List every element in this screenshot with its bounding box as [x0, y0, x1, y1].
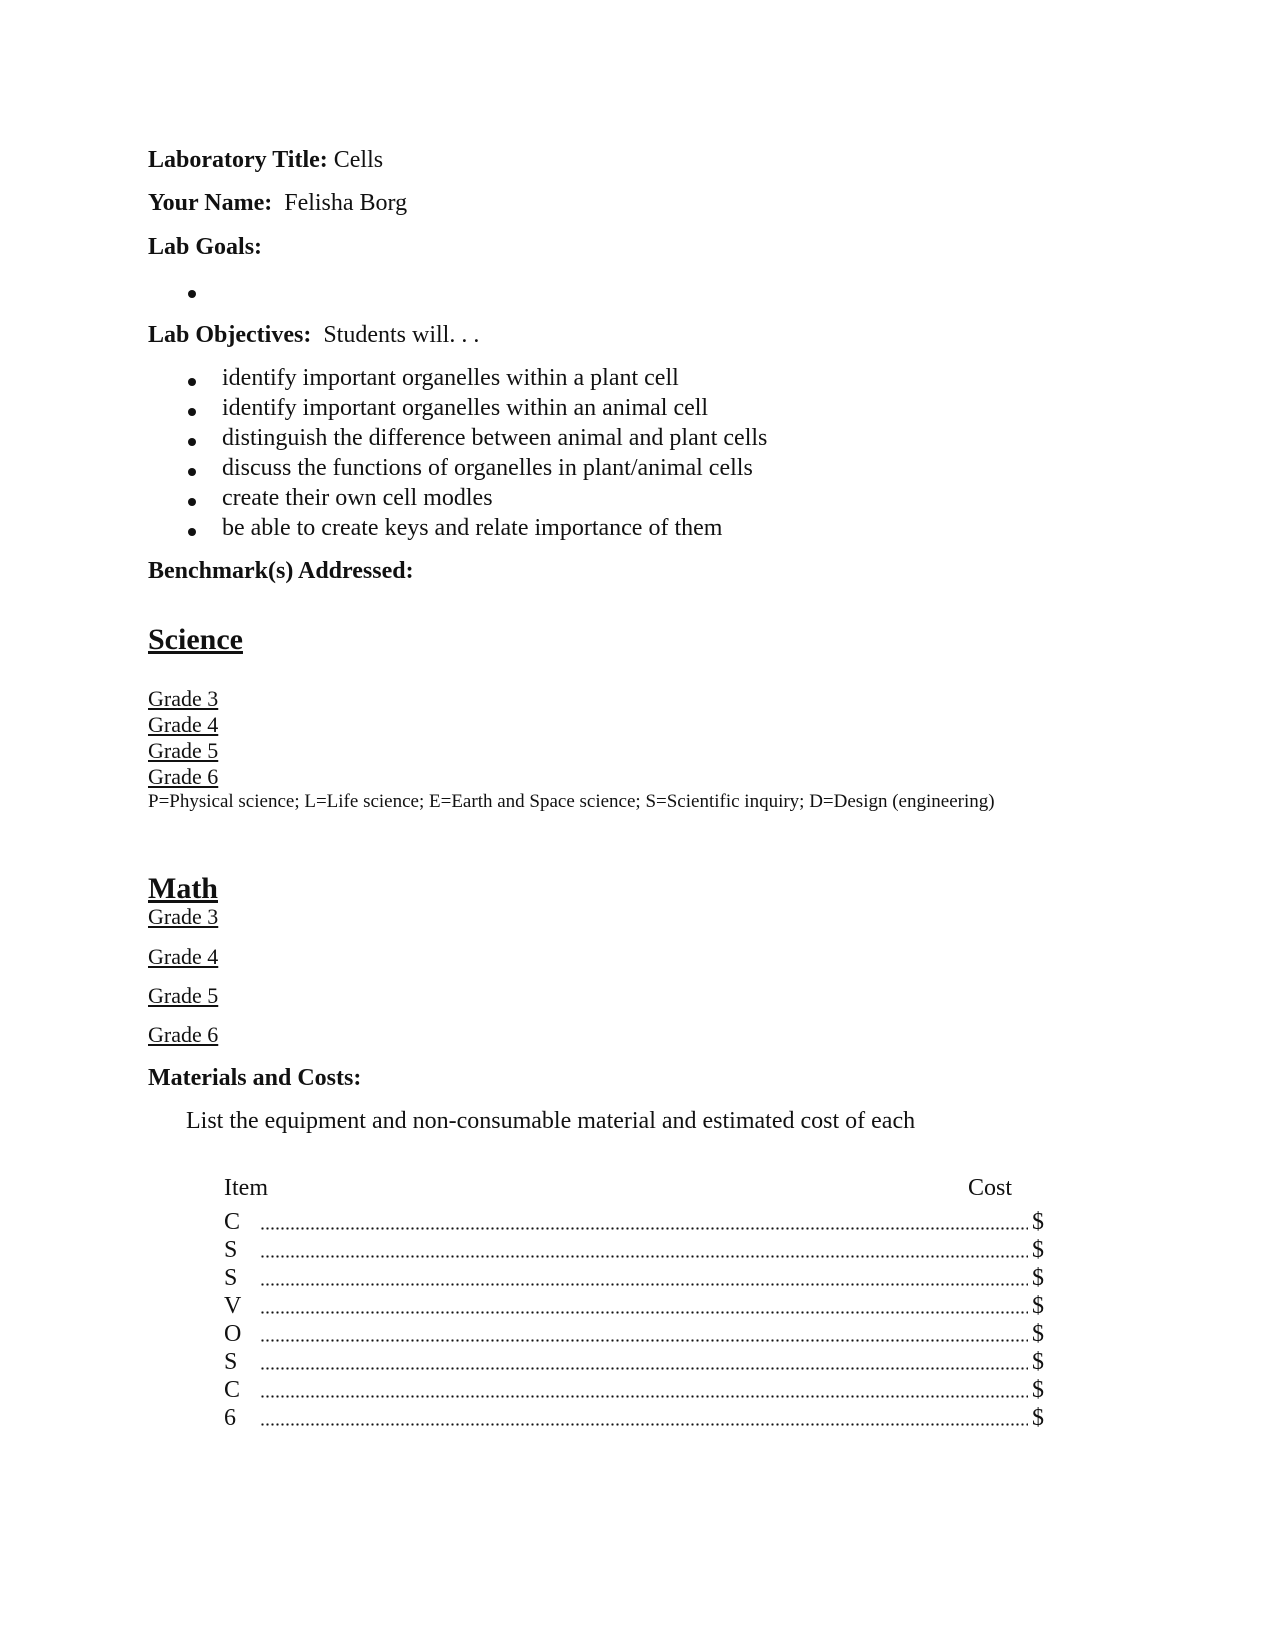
material-item: V [224, 1293, 242, 1319]
name-value: Felisha Borg [284, 190, 408, 216]
benchmarks-label: Benchmark(s) Addressed: [148, 558, 414, 584]
material-item: 6 [224, 1405, 236, 1431]
materials-label: Materials and Costs: [148, 1065, 362, 1091]
dot-leader [260, 1423, 1028, 1426]
objective-item: identify important organelles within an animal cell [222, 395, 709, 421]
lab-title-label: Laboratory Title: [148, 147, 328, 173]
objective-item: be able to create keys and relate importance of them [222, 515, 723, 541]
cost-symbol: $ [1032, 1349, 1044, 1375]
material-item: O [224, 1321, 242, 1347]
cost-symbol: $ [1032, 1377, 1044, 1403]
dot-leader [260, 1367, 1028, 1370]
math-grade-4-link[interactable]: Grade 4 [148, 944, 219, 969]
objective-item: create their own cell modles [222, 485, 493, 511]
material-item: S [224, 1349, 238, 1375]
material-item: C [224, 1209, 241, 1235]
bullet-dot [188, 528, 196, 536]
materials-instruction: List the equipment and non-consumable material and estimated cost of each [186, 1108, 916, 1134]
bullet-dot [188, 498, 196, 506]
science-grade-5-link[interactable]: Grade 5 [148, 738, 219, 763]
objective-item: discuss the functions of organelles in plant/animal cells [222, 455, 753, 481]
bullet-dot [188, 408, 196, 416]
lab-objectives-label: Lab Objectives: [148, 322, 312, 348]
math-grade-3-link[interactable]: Grade 3 [148, 904, 219, 929]
bullet-dot [188, 438, 196, 446]
science-heading: Science [148, 623, 243, 656]
material-row [224, 1348, 1044, 1376]
material-row [224, 1292, 1044, 1320]
material-row [224, 1208, 1044, 1236]
lab-goals-label: Lab Goals: [148, 234, 263, 260]
cost-symbol: $ [1032, 1265, 1044, 1291]
material-item: S [224, 1237, 238, 1263]
math-grade-6-link[interactable]: Grade 6 [148, 1022, 219, 1047]
cost-symbol: $ [1032, 1293, 1044, 1319]
lab-title-value: Cells [333, 147, 384, 173]
bullet-dot [188, 378, 196, 386]
item-column-header: Item [224, 1175, 268, 1201]
science-key-legend: P=Physical science; L=Life science; E=Earth and Space science; S=Scientific inquiry; D=Design (engineering) [148, 791, 995, 812]
science-grade-4-link[interactable]: Grade 4 [148, 712, 219, 737]
lab-objectives-line [148, 321, 479, 349]
material-row [224, 1264, 1044, 1292]
material-item: C [224, 1377, 241, 1403]
dot-leader [260, 1339, 1028, 1342]
cost-symbol: $ [1032, 1321, 1044, 1347]
material-row [224, 1236, 1044, 1264]
dot-leader [260, 1395, 1028, 1398]
objective-item: identify important organelles within a plant cell [222, 365, 679, 391]
cost-symbol: $ [1032, 1405, 1044, 1431]
dot-leader [260, 1311, 1028, 1314]
material-row [224, 1320, 1044, 1348]
bullet-dot [188, 468, 196, 476]
lab-title-line [148, 146, 383, 174]
dot-leader [260, 1283, 1028, 1286]
material-row [224, 1376, 1044, 1404]
lab-objectives-intro: Students will. . . [323, 322, 480, 348]
dot-leader [260, 1255, 1028, 1258]
empty-goal-bullet [188, 290, 196, 298]
cost-column-header: Cost [968, 1175, 1013, 1201]
cost-symbol: $ [1032, 1237, 1044, 1263]
science-grade-3-link[interactable]: Grade 3 [148, 686, 219, 711]
dot-leader [260, 1227, 1028, 1230]
objective-item: distinguish the difference between animal and plant cells [222, 425, 768, 451]
name-label: Your Name: [148, 190, 273, 216]
name-line [148, 189, 407, 217]
math-heading: Math [148, 872, 218, 905]
material-row [224, 1404, 1044, 1432]
cost-symbol: $ [1032, 1209, 1044, 1235]
math-grade-5-link[interactable]: Grade 5 [148, 983, 219, 1008]
science-grade-6-link[interactable]: Grade 6 [148, 764, 219, 789]
material-item: S [224, 1265, 238, 1291]
